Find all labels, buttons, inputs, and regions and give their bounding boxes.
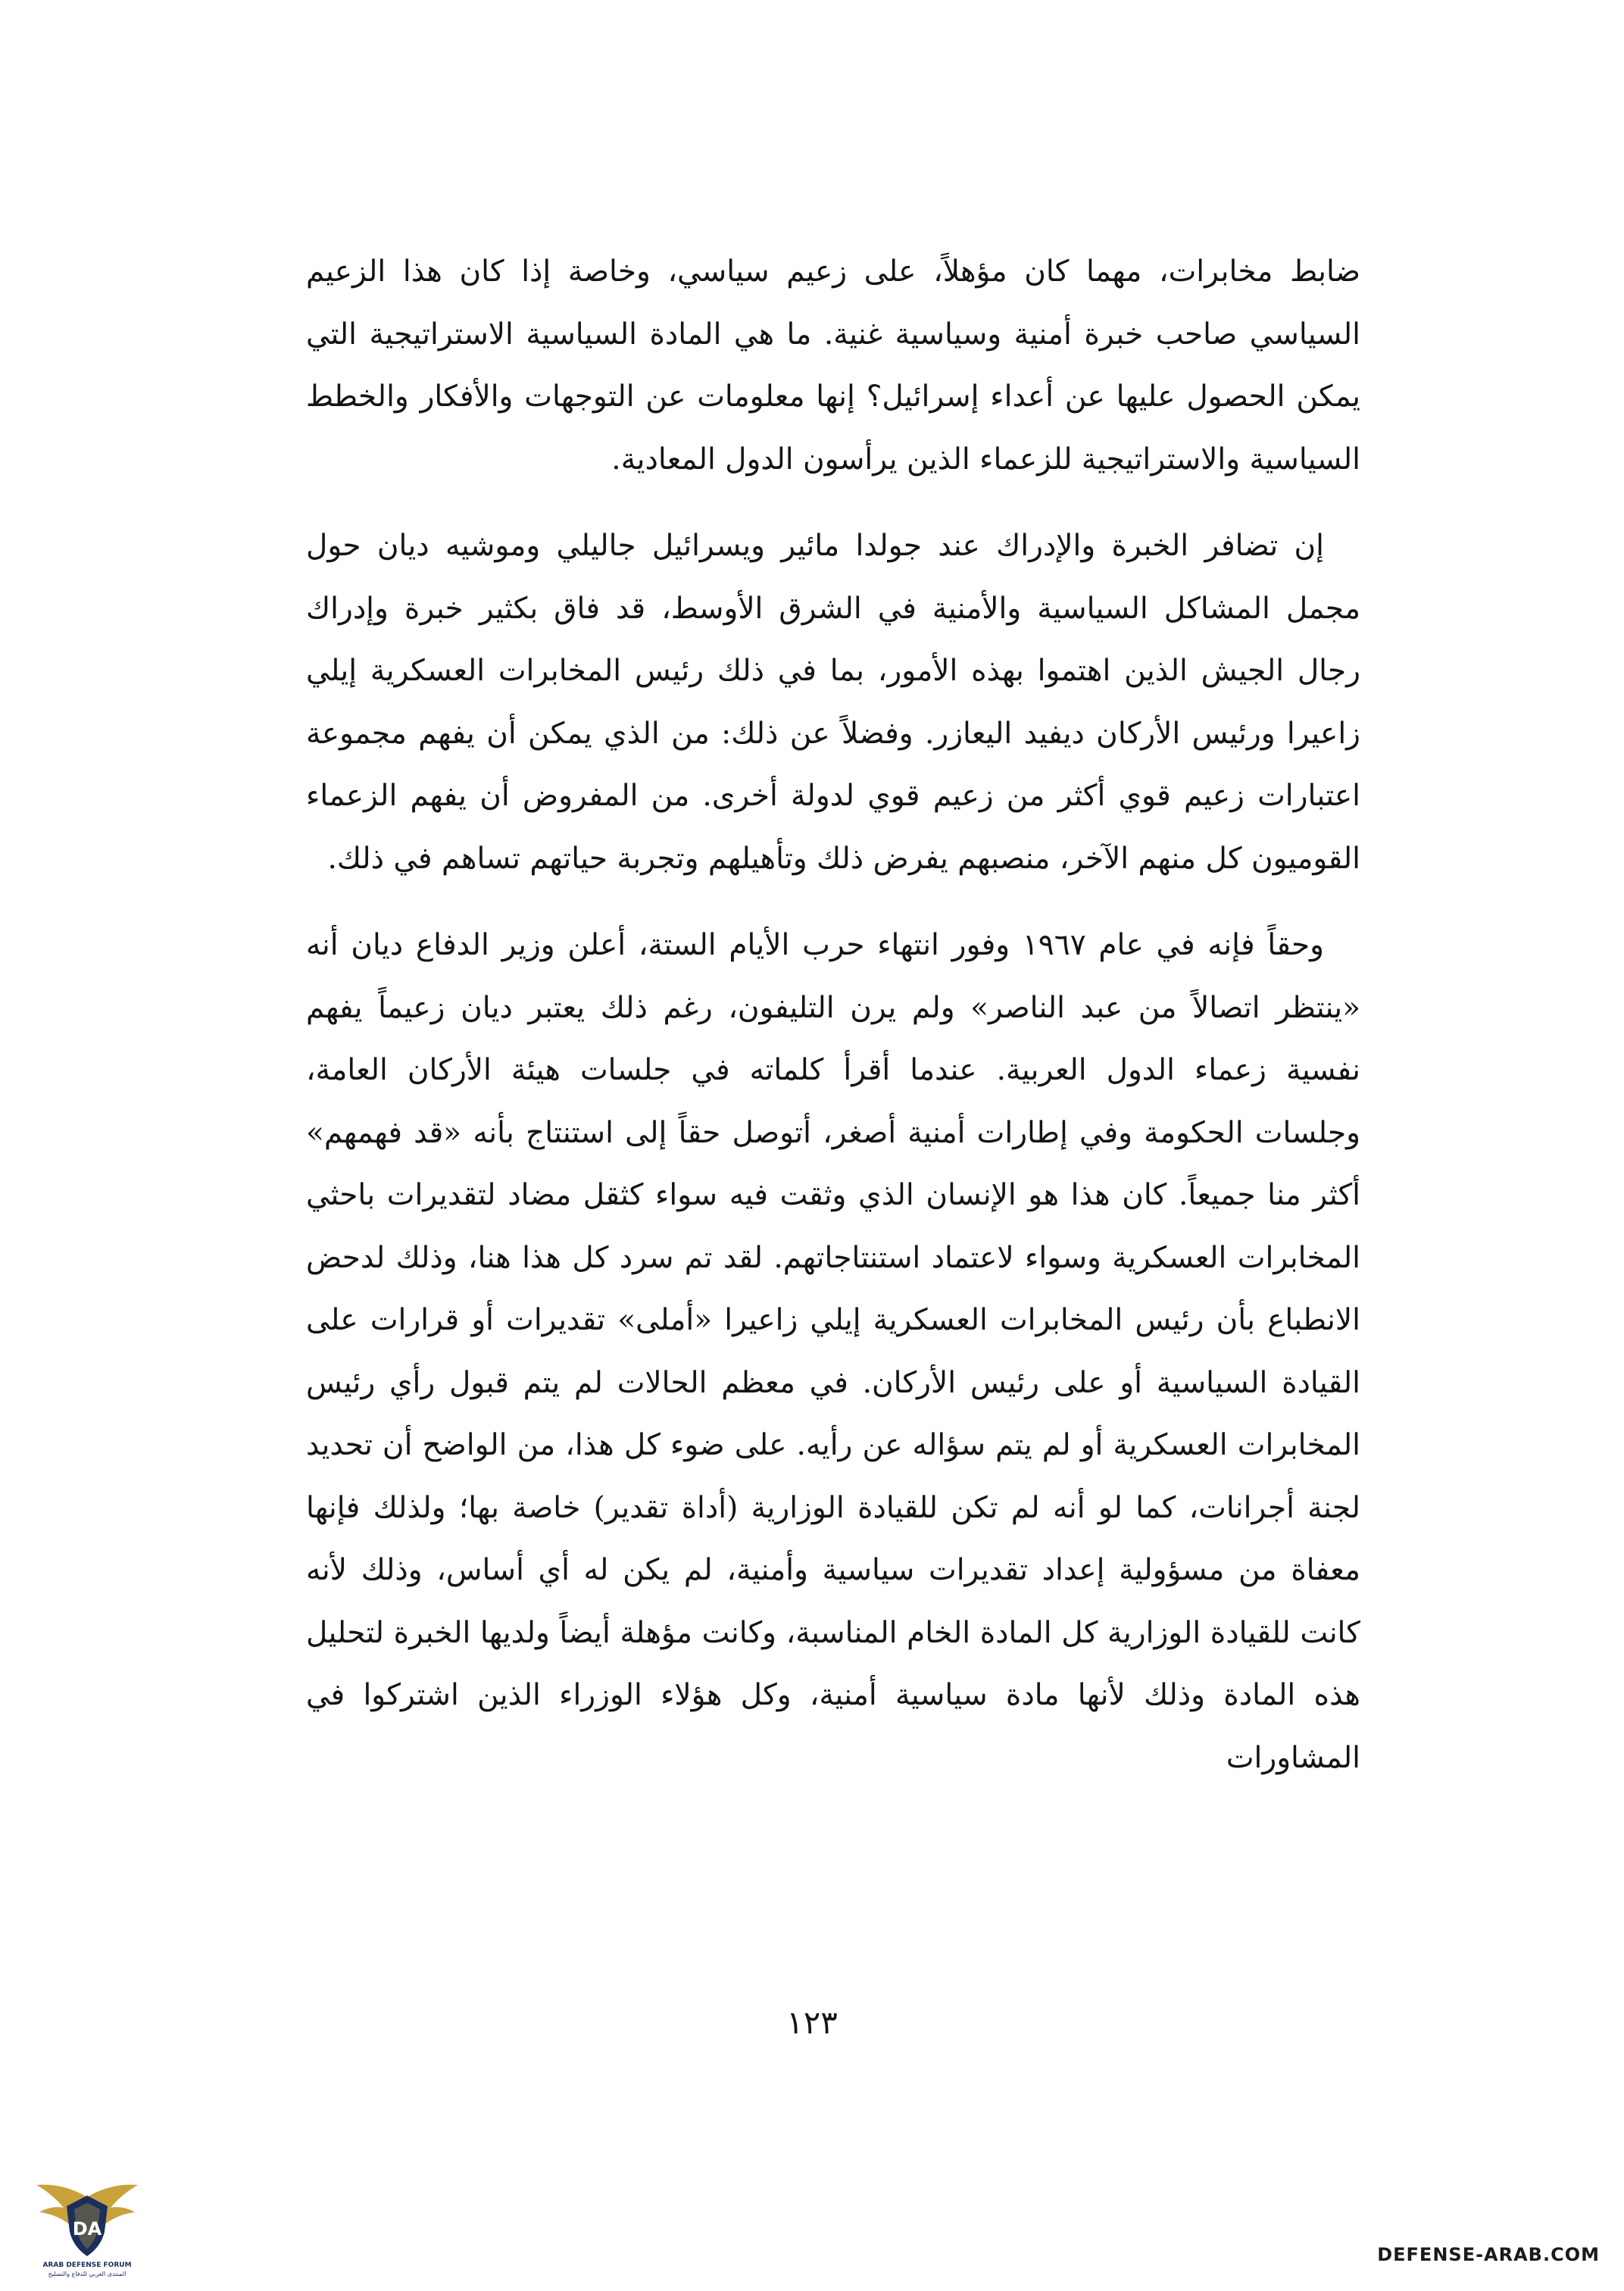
page-number: ١٢٣ (786, 2004, 838, 2041)
paragraph-2: إن تضافر الخبرة والإدراك عند جولدا مائير ويسرائيل جاليلي وموشيه ديان حول مجمل المشاكل السياسية والأمنية في الشرق الأوسط، قد فاق بكثير خبرة وإدراك رجال الجيش الذين اهتموا بهذه الأمور، بما في ذلك رئيس المخابرات العسكرية إيلي زاعيرا ورئيس الأركان ديفيد اليعازر. وفضلاً عن ذلك: من الذي يمكن أن يفهم مجموعة اعتبارات زعيم قوي أكثر من زعيم قوي لدولة أخرى. من المفروض أن يفهم الزعماء القوميون كل منهم الآخر، منصبهم يفرض ذلك وتأهيلهم وتجربة حياتهم تساهم في ذلك. (306, 529, 1360, 876)
site-watermark: DEFENSE-ARAB.COM (1377, 2244, 1600, 2265)
page-body (306, 241, 1360, 1789)
paragraph-1: ضابط مخابرات، مهما كان مؤهلاً، على زعيم سياسي، وخاصة إذا كان هذا الزعيم السياسي صاحب خبرة أمنية وسياسية غنية. ما هي المادة السياسية الاستراتيجية التي يمكن الحصول عليها عن أعداء إسرائيل؟ إنها معلومات عن التوجهات والأفكار والخطط السياسية والاستراتيجية للزعماء الذين يرأسون الدول المعادية. (306, 255, 1360, 477)
paragraph-3: وحقاً فإنه في عام ١٩٦٧ وفور انتهاء حرب الأيام الستة، أعلن وزير الدفاع ديان أنه «ينتظر اتصالاً من عبد الناصر» ولم يرن التليفون، رغم ذلك يعتبر ديان زعيماً يفهم نفسية زعماء الدول العربية. عندما أقرأ كلماته في جلسات هيئة الأركان العامة، وجلسات الحكومة وفي إطارات أمنية أصغر، أتوصل حقاً إلى استنتاج بأنه «قد فهمهم» أكثر منا جميعاً. كان هذا هو الإنسان الذي وثقت فيه سواء كثقل مضاد لتقديرات باحثي المخابرات العسكرية وسواء لاعتماد استنتاجاتهم. لقد تم سرد كل هذا هنا، وذلك لدحض الانطباع بأن رئيس المخابرات العسكرية إيلي زاعيرا «أملى» تقديرات أو قرارات على القيادة السياسية أو على رئيس الأركان. في معظم الحالات لم يتم قبول رأي رئيس المخابرات العسكرية أو لم يتم سؤاله عن رأيه. على ضوء كل هذا، من الواضح أن تحديد لجنة أجرانات، كما لو أنه لم تكن للقيادة الوزارية (أداة تقدير) خاصة بها؛ ولذلك فإنها معفاة من مسؤولية إعداد تقديرات سياسية وأمنية، لم يكن له أي أساس، وذلك لأنه كانت للقيادة الوزارية كل المادة الخام المناسبة، وكانت مؤهلة أيضاً ولديها الخبرة لتحليل هذه المادة وذلك لأنها مادة سياسية أمنية، وكل هؤلاء الوزراء الذين اشتركوا في المشاورات (306, 928, 1360, 1775)
forum-logo (30, 2165, 144, 2279)
winged-shield-icon (30, 2165, 144, 2279)
logo-initials: DA (72, 2218, 102, 2239)
logo-subtitle-ar: المنتدى العربي للدفاع والتسليح (48, 2271, 126, 2277)
logo-subtitle-en: ARAB DEFENSE FORUM (42, 2261, 132, 2269)
